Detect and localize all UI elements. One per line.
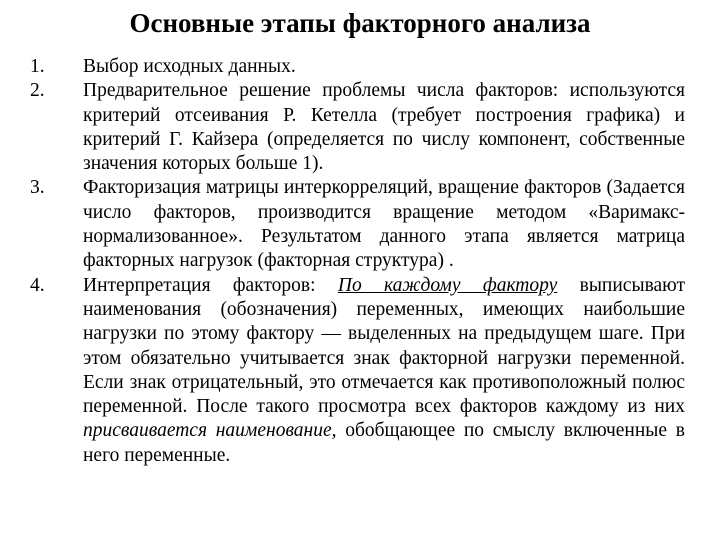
item-text: Выбор исходных данных. — [83, 56, 296, 77]
item-number: 3. — [30, 177, 45, 199]
list-item — [30, 274, 685, 468]
item-text: Предварительное решение проблемы числа факторов: используются критерий отсеивания Р. Кетелла (требует построения графика) и критерий Г. Кайзера (определяется по числу компонент, собственные значения которых больше 1). — [83, 80, 685, 175]
emphasis-text — [338, 275, 557, 296]
item-text: Факторизация матрицы интеркорреляций, вращение факторов (Задается число факторов, производится вращение методом «Варимакс-нормализованное». Результатом данного этапа является матрица факторных нагрузок (факторная структура) . — [83, 177, 685, 272]
emphasis-text: присваивается наименование, — [83, 420, 337, 442]
item-text — [83, 274, 685, 468]
item-text-part: обобщающее по смыслу включенные в него переменные. — [83, 420, 686, 466]
item-number: 1. — [30, 56, 45, 77]
list-item — [30, 55, 685, 79]
item-number: 4. — [30, 274, 45, 296]
list-item — [30, 176, 685, 273]
list-item — [30, 79, 685, 176]
item-text-part: Интерпретация факторов: — [83, 274, 338, 296]
item-number: 2. — [30, 80, 45, 102]
underlined-text: По каждому фактору — [337, 274, 558, 296]
steps-list — [30, 55, 685, 468]
slide-title: Основные этапы факторного анализа — [129, 8, 591, 38]
item-text-part: выписывают наименования (обозначения) переменных, имеющих наибольшие нагрузки по этому фактору — выделенных на предыдущем шаге. При этом обязательно учитывается знак факторной нагрузки переменной. Если знак отрицательный, это отмечается как противоположный полюс переменной. После такого просмотра всех факторов каждому из них — [83, 274, 686, 418]
